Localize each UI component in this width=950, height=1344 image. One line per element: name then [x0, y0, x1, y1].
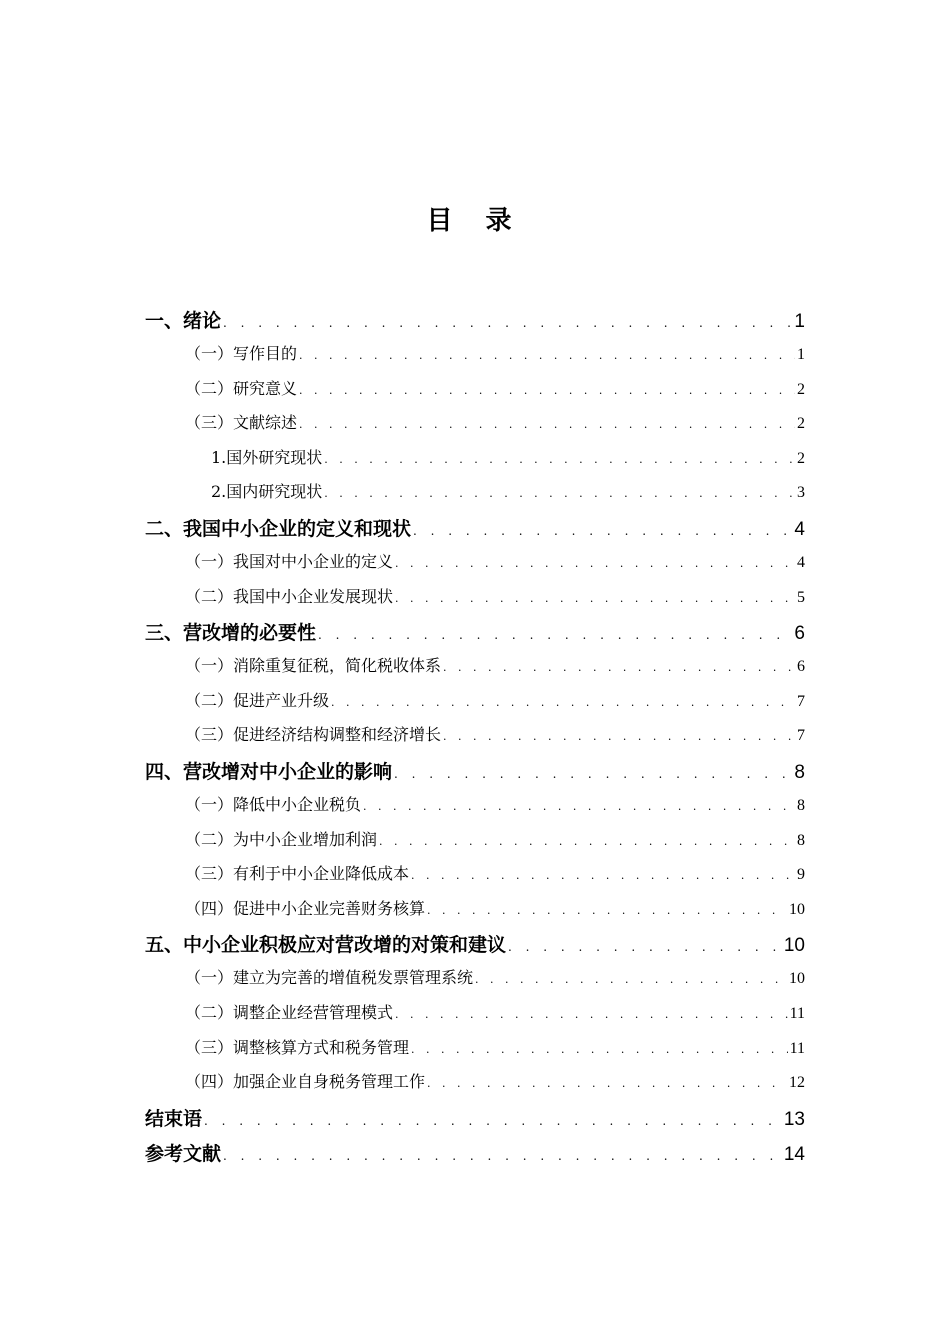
toc-entry-level-1[interactable] [145, 1139, 805, 1174]
toc-entry-level-1[interactable] [145, 514, 805, 549]
toc-entry-label: （二）为中小企业增加利润 [185, 829, 378, 849]
toc-dot-leader [413, 524, 792, 538]
toc-entry-level-3[interactable] [145, 479, 805, 514]
toc-entry-page-number: 10 [783, 935, 805, 957]
toc-dot-leader [395, 592, 795, 605]
toc-entry-label: 二、我国中小企业的定义和现状 [145, 517, 412, 540]
toc-dot-leader [299, 384, 795, 397]
toc-entry-page-number: 7 [797, 727, 805, 745]
toc-entry-label: （三）促进经济结构调整和经济增长 [185, 725, 442, 745]
toc-entry-page-number: 2 [797, 415, 805, 433]
toc-entry-level-2[interactable] [145, 792, 805, 827]
toc-title: 目 录 [426, 206, 524, 236]
toc-dot-leader [204, 1114, 782, 1128]
toc-entry-level-2[interactable] [145, 410, 805, 445]
toc-entry-label: 一、绪论 [145, 310, 222, 332]
toc-entry-level-1[interactable] [145, 306, 805, 341]
toc-entry-label: 结束语 [145, 1107, 203, 1130]
toc-entry-page-number: 3 [797, 484, 805, 502]
toc-entry-page-number: 14 [783, 1143, 805, 1165]
toc-dot-leader [363, 800, 795, 813]
toc-entry-level-2[interactable] [145, 896, 805, 931]
toc-dot-leader [331, 696, 795, 709]
toc-entry-label: （三）有利于中小企业降低成本 [185, 864, 410, 884]
toc-entry-page-number: 4 [794, 518, 805, 540]
toc-dot-leader [411, 1043, 788, 1056]
toc-entry-label: （一）建立为完善的增值税发票管理系统 [185, 968, 474, 988]
toc-entry-page-number: 6 [797, 658, 805, 676]
toc-entry-label: （二）研究意义 [185, 378, 298, 398]
toc-dot-leader [411, 869, 795, 882]
toc-entry-label: （三）调整核算方式和税务管理 [185, 1037, 410, 1057]
toc-entry-label: （四）促进中小企业完善财务核算 [185, 898, 426, 918]
toc-dot-leader [394, 767, 792, 781]
toc-entry-label: （一）我国对中小企业的定义 [185, 551, 394, 571]
toc-dot-leader [223, 1149, 782, 1163]
toc-entry-page-number: 8 [797, 831, 805, 849]
toc-entry-level-2[interactable] [145, 1035, 805, 1070]
toc-entry-level-2[interactable] [145, 1000, 805, 1035]
toc-list [145, 306, 805, 1174]
toc-dot-leader [443, 661, 795, 674]
toc-dot-leader [427, 904, 787, 917]
toc-entry-label: 四、营改增对中小企业的影响 [145, 760, 393, 783]
toc-entry-label: 三、营改增的必要性 [145, 622, 317, 645]
toc-entry-label: 1.国外研究现状 [211, 447, 323, 467]
toc-entry-page-number: 11 [789, 1004, 805, 1022]
toc-entry-label: 五、中小企业积极应对营改增的对策和建议 [145, 934, 507, 957]
toc-entry-page-number: 11 [789, 1039, 805, 1057]
toc-dot-leader [324, 487, 795, 500]
toc-dot-leader [299, 418, 795, 431]
toc-entry-level-2[interactable] [145, 722, 805, 757]
toc-dot-leader [395, 557, 795, 570]
toc-entry-level-2[interactable] [145, 653, 805, 688]
toc-entry-page-number: 8 [797, 796, 805, 814]
toc-entry-level-1[interactable] [145, 618, 805, 653]
toc-entry-page-number: 8 [794, 761, 805, 783]
toc-entry-level-1[interactable] [145, 757, 805, 792]
toc-entry-label: （三）文献综述 [185, 413, 298, 433]
toc-entry-page-number: 10 [789, 970, 805, 988]
toc-dot-leader [443, 730, 795, 743]
toc-entry-level-2[interactable] [145, 1069, 805, 1104]
toc-entry-label: 参考文献 [145, 1142, 222, 1165]
toc-entry-level-2[interactable] [145, 341, 805, 376]
toc-entry-label: （四）加强企业自身税务管理工作 [185, 1072, 426, 1092]
toc-entry-label: （二）我国中小企业发展现状 [185, 586, 394, 606]
toc-entry-level-2[interactable] [145, 688, 805, 723]
toc-entry-label: （二）促进产业升级 [185, 690, 330, 710]
toc-entry-level-3[interactable] [145, 445, 805, 480]
toc-entry-label: （一）降低中小企业税负 [185, 794, 362, 814]
toc-entry-label: 2.国内研究现状 [211, 482, 323, 502]
toc-entry-page-number: 10 [789, 900, 805, 918]
toc-entry-level-1[interactable] [145, 930, 805, 965]
toc-entry-label: （一）消除重复征税，简化税收体系 [185, 656, 442, 676]
toc-entry-page-number: 9 [797, 866, 805, 884]
toc-dot-leader [395, 1008, 788, 1021]
toc-entry-page-number: 4 [797, 553, 805, 571]
toc-dot-leader [299, 349, 795, 362]
toc-entry-page-number: 1 [797, 346, 805, 363]
toc-entry-label: （一）写作目的 [185, 344, 298, 363]
toc-entry-label: （二）调整企业经营管理模式 [185, 1002, 394, 1022]
toc-entry-level-2[interactable] [145, 549, 805, 584]
toc-dot-leader [223, 316, 792, 330]
toc-dot-leader [427, 1077, 787, 1090]
toc-entry-level-2[interactable] [145, 861, 805, 896]
toc-entry-level-2[interactable] [145, 376, 805, 411]
toc-entry-page-number: 7 [797, 692, 805, 710]
toc-entry-page-number: 5 [797, 588, 805, 606]
toc-entry-page-number: 6 [794, 623, 805, 645]
toc-entry-page-number: 2 [797, 380, 805, 398]
toc-dot-leader [379, 835, 795, 848]
toc-entry-level-2[interactable] [145, 827, 805, 862]
toc-entry-page-number: 1 [794, 311, 805, 332]
toc-entry-page-number: 2 [797, 449, 805, 467]
toc-dot-leader [508, 940, 782, 954]
toc-dot-leader [475, 973, 787, 986]
toc-entry-page-number: 12 [789, 1074, 805, 1092]
toc-entry-level-1[interactable] [145, 1104, 805, 1139]
toc-dot-leader [324, 453, 795, 466]
toc-entry-level-2[interactable] [145, 584, 805, 619]
toc-entry-page-number: 13 [783, 1108, 805, 1130]
toc-dot-leader [318, 628, 792, 642]
toc-entry-level-2[interactable] [145, 965, 805, 1000]
